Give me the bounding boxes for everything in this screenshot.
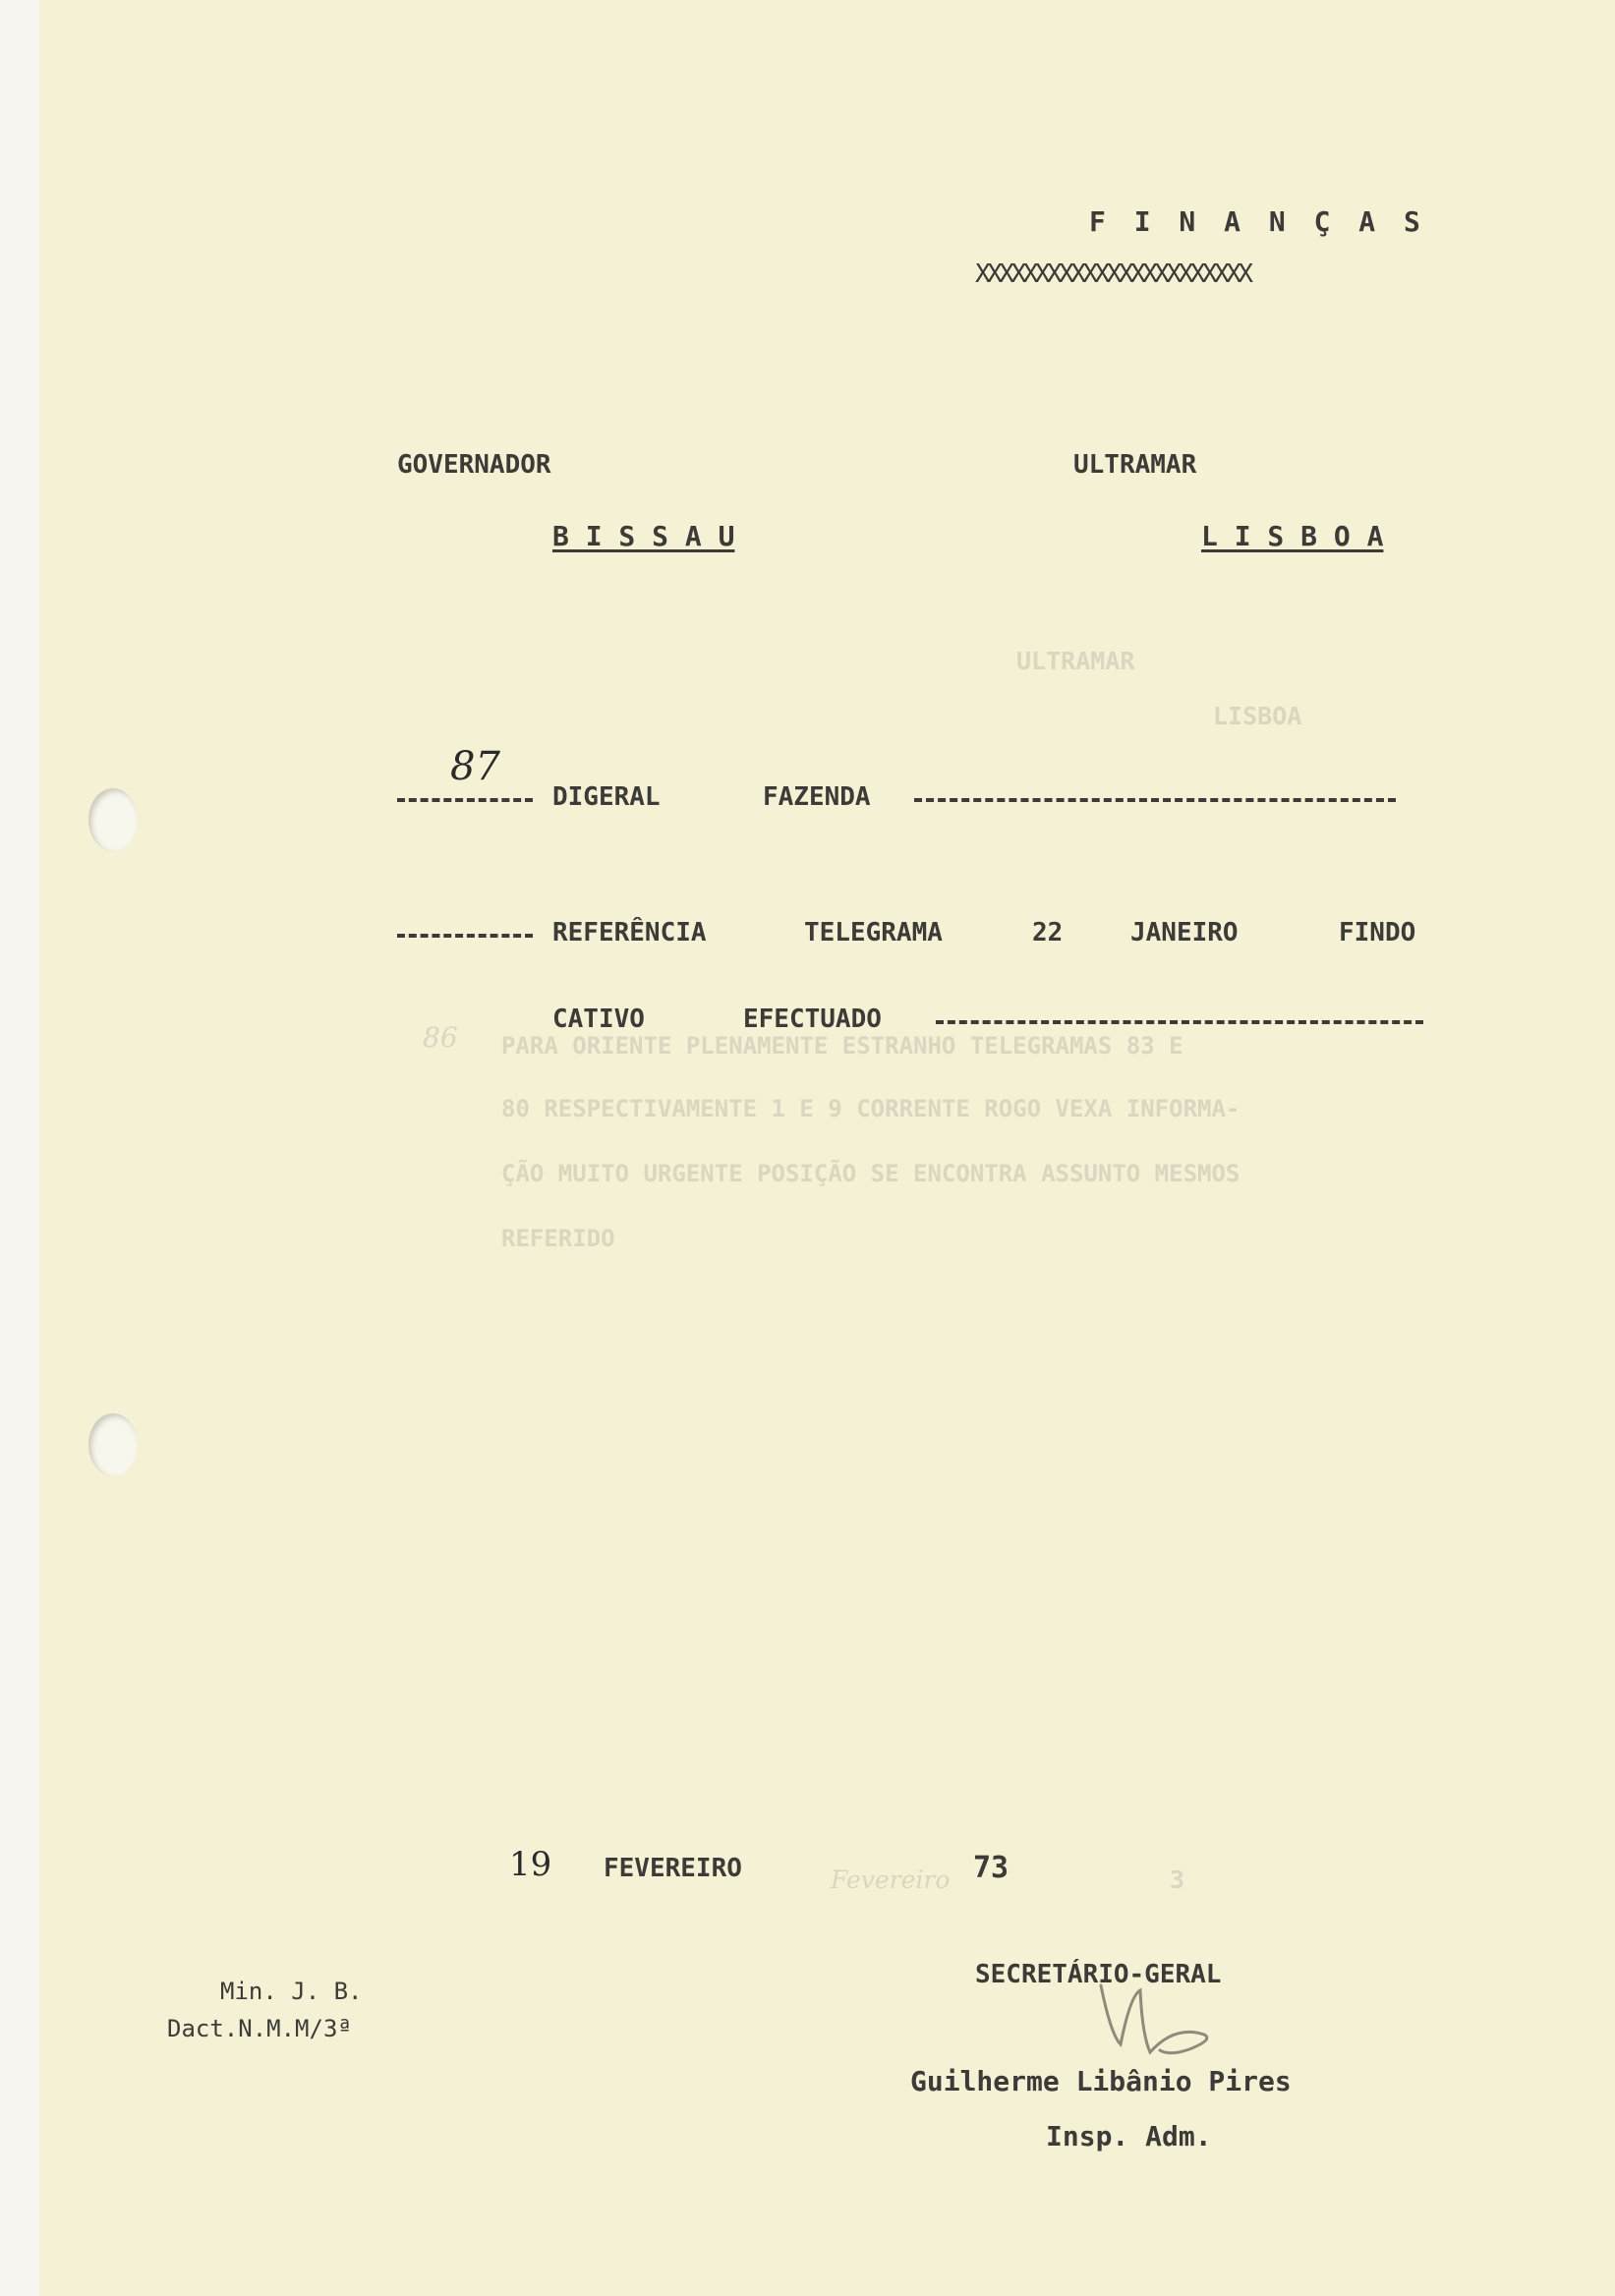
date-month: FEVEREIRO — [604, 1854, 742, 1883]
body-word-cativo: CATIVO — [552, 1004, 645, 1034]
bleed-date-month: Fevereiro — [831, 1866, 951, 1894]
body-word-janeiro: JANEIRO — [1130, 918, 1239, 947]
handwritten-signature — [1081, 1966, 1239, 2074]
body-word-findo: FINDO — [1339, 918, 1416, 947]
date-year: 73 — [973, 1851, 1009, 1885]
sender-label: GOVERNADOR — [397, 450, 551, 480]
signatory-role: Insp. Adm. — [1046, 2120, 1212, 2152]
struck-out-line: XXXXXXXXXXXXXXXXXXXXXXX — [975, 259, 1250, 289]
handwritten-number: 87 — [450, 744, 500, 789]
document-page — [39, 0, 1615, 2296]
trailing-dashes-3 — [936, 1020, 1423, 1024]
body-word-telegrama: TELEGRAMA — [804, 918, 943, 947]
department-title: F I N A N Ç A S — [1089, 205, 1426, 238]
trailing-dashes-1 — [914, 798, 1396, 802]
typist-ref-line-2: Dact.N.M.M/3ª — [167, 2015, 352, 2042]
sender-place: B I S S A U — [552, 520, 735, 552]
body-word-referencia: REFERÊNCIA — [552, 918, 707, 947]
bleed-line-3: ÇÃO MUITO URGENTE POSIÇÃO SE ENCONTRA ASSUNTO MESMOS — [501, 1160, 1240, 1187]
recipient-place: L I S B O A — [1201, 520, 1384, 552]
bleed-date-year: 3 — [1170, 1866, 1185, 1894]
body-word-digeral: DIGERAL — [552, 782, 661, 812]
bleed-line-2: 80 RESPECTIVAMENTE 1 E 9 CORRENTE ROGO VEXA INFORMA- — [501, 1095, 1240, 1122]
punch-hole-top — [88, 788, 138, 851]
bleed-recipient-label: ULTRAMAR — [1016, 647, 1135, 675]
typist-ref-line-1: Min. J. B. — [220, 1978, 363, 2005]
bleed-number: 86 — [423, 1021, 458, 1054]
bleed-line-1: PARA ORIENTE PLENAMENTE ESTRANHO TELEGRAMAS 83 E — [501, 1032, 1183, 1060]
body-word-22: 22 — [1032, 918, 1064, 947]
leader-dashes-2 — [397, 934, 533, 938]
signatory-name: Guilherme Libânio Pires — [910, 2065, 1292, 2097]
bleed-recipient-place: LISBOA — [1213, 702, 1302, 730]
scan-margin — [0, 0, 39, 2296]
date-day: 19 — [509, 1845, 552, 1884]
leader-dashes-1 — [397, 798, 533, 802]
punch-hole-bottom — [88, 1413, 138, 1476]
signatory-title: SECRETÁRIO-GERAL — [975, 1960, 1222, 1989]
recipient-label: ULTRAMAR — [1073, 450, 1197, 480]
bleed-line-4: REFERIDO — [501, 1225, 615, 1252]
body-word-fazenda: FAZENDA — [763, 782, 871, 812]
body-word-efectuado: EFECTUADO — [743, 1004, 882, 1034]
